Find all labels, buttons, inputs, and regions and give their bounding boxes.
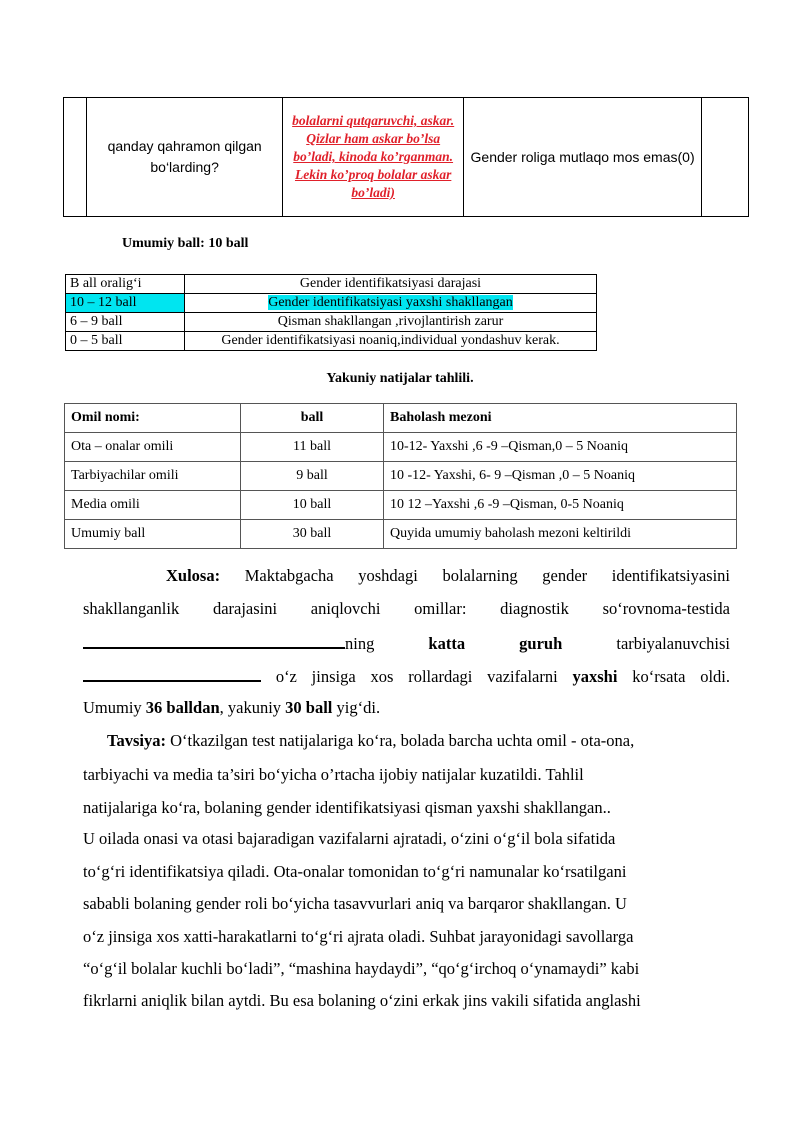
conclusion-line-4: o‘z jinsiga xos rollardagi vazifalarni yaxshi ko‘rsata oldi. — [83, 666, 730, 687]
recommendation-line-3: natijalariga ko‘ra, bolaning gender identifikatsiyasi qisman yaxshi shakllangan.. — [83, 798, 611, 817]
range-cell: 0 – 5 ball — [66, 332, 185, 351]
recommendation-label: Tavsiya: — [107, 731, 166, 750]
score-range-table — [65, 274, 597, 351]
table-row — [65, 404, 737, 433]
score-cell: 11 ball — [241, 433, 384, 462]
results-title: Yakuniy natijalar tahlili. — [326, 371, 474, 386]
level-cell — [185, 294, 597, 313]
recommendation-line-2: tarbiyachi va media ta’siri bo‘yicha o’rtacha ijobiy natijalar kuzatildi. Tahlil — [83, 765, 584, 784]
factor-cell: Ota – onalar omili — [65, 433, 241, 462]
table-cell-index — [64, 98, 87, 217]
recommendation-line-7: o‘z jinsiga xos xatti-harakatlarni to‘g‘ri ajrata oladi. Suhbat jarayonidagi savollarga — [83, 927, 634, 946]
recommendation-line-4: U oilada onasi va otasi bajaradigan vazifalarni ajratadi, o‘zini o‘g‘il bola sifatida — [83, 829, 616, 848]
factor-cell: Umumiy ball — [65, 520, 241, 549]
table-row — [66, 313, 597, 332]
evaluation-cell: Gender roliga mutlaqo mos emas(0) — [463, 98, 701, 217]
criteria-cell: 10-12- Yaxshi ,6 -9 –Qisman,0 – 5 Noaniq — [384, 433, 737, 462]
level-cell: Qisman shakllangan ,rivojlantirish zarur — [185, 313, 597, 332]
blank-underline — [83, 666, 261, 682]
table-row — [65, 520, 737, 549]
header-criteria: Baholash mezoni — [384, 404, 737, 433]
recommendation-line-1: Tavsiya: O‘tkazilgan test natijalariga ko‘ra, bolada barcha uchta omil - ota-ona, — [107, 731, 635, 750]
level-cell: Gender identifikatsiyasi noaniq,individual yondashuv kerak. — [185, 332, 597, 351]
table-row — [65, 462, 737, 491]
answer-text: bolalarni qutqaruvchi, askar. Qizlar ham askar bo’lsa bo’ladi, kinoda ko’rganman. Lekin ko’proq bolalar askar bo’ladi) — [292, 113, 455, 200]
answer-cell — [283, 98, 464, 217]
conclusion-label: Xulosa: — [166, 566, 221, 585]
interview-table — [63, 97, 749, 217]
table-cell-empty — [702, 98, 749, 217]
header-range: B all oralig‘i — [66, 275, 185, 294]
results-table — [64, 403, 737, 549]
range-cell: 10 – 12 ball — [66, 294, 185, 313]
criteria-cell: Quyida umumiy baholash mezoni keltirildi — [384, 520, 737, 549]
score-cell: 30 ball — [241, 520, 384, 549]
conclusion-line-1: Xulosa: Maktabgacha yoshdagi bolalarning gender identifikatsiyasini — [166, 566, 731, 585]
blank-underline — [83, 633, 345, 649]
table-row — [66, 332, 597, 351]
highlighted-level: Gender identifikatsiyasi yaxshi shakllangan — [268, 295, 513, 310]
recommendation-line-8: “o‘g‘il bolalar kuchli bo‘ladi”, “mashina haydaydi”, “qo‘g‘irchoq o‘ynamaydi” kabi — [83, 959, 640, 978]
conclusion-line-2: shakllanganlik darajasini aniqlovchi omillar: diagnostik so‘rovnoma-testida — [83, 599, 730, 618]
header-factor: Omil nomi: — [65, 404, 241, 433]
table-row — [65, 433, 737, 462]
header-score: ball — [241, 404, 384, 433]
conclusion-line-5: Umumiy 36 balldan, yakuniy 30 ball yig‘di. — [83, 698, 381, 717]
total-score-label: Umumiy ball: 10 ball — [122, 236, 249, 251]
recommendation-line-9: fikrlarni aniqlik bilan aytdi. Bu esa bolaning o‘zini erkak jins vakili sifatida anglashi — [83, 991, 641, 1010]
table-row — [66, 275, 597, 294]
recommendation-line-5: to‘g‘ri identifikatsiya qiladi. Ota-onalar tomonidan to‘g‘ri namunalar ko‘rsatilgani — [83, 862, 627, 881]
criteria-cell: 10 -12- Yaxshi, 6- 9 –Qisman ,0 – 5 Noaniq — [384, 462, 737, 491]
header-level: Gender identifikatsiyasi darajasi — [185, 275, 597, 294]
criteria-cell: 10 12 –Yaxshi ,6 -9 –Qisman, 0-5 Noaniq — [384, 491, 737, 520]
factor-cell: Media omili — [65, 491, 241, 520]
recommendation-line-6: sababli bolaning gender roli bo‘yicha tasavvurlari aniq va barqaror shakllangan. U — [83, 894, 627, 913]
score-cell: 9 ball — [241, 462, 384, 491]
conclusion-line-3: ning katta guruh tarbiyalanuvchisi — [83, 633, 730, 654]
question-cell: qanday qahramon qilgan bo‘larding? — [86, 98, 282, 217]
factor-cell: Tarbiyachilar omili — [65, 462, 241, 491]
table-row — [65, 491, 737, 520]
score-cell: 10 ball — [241, 491, 384, 520]
table-row — [66, 294, 597, 313]
range-cell: 6 – 9 ball — [66, 313, 185, 332]
